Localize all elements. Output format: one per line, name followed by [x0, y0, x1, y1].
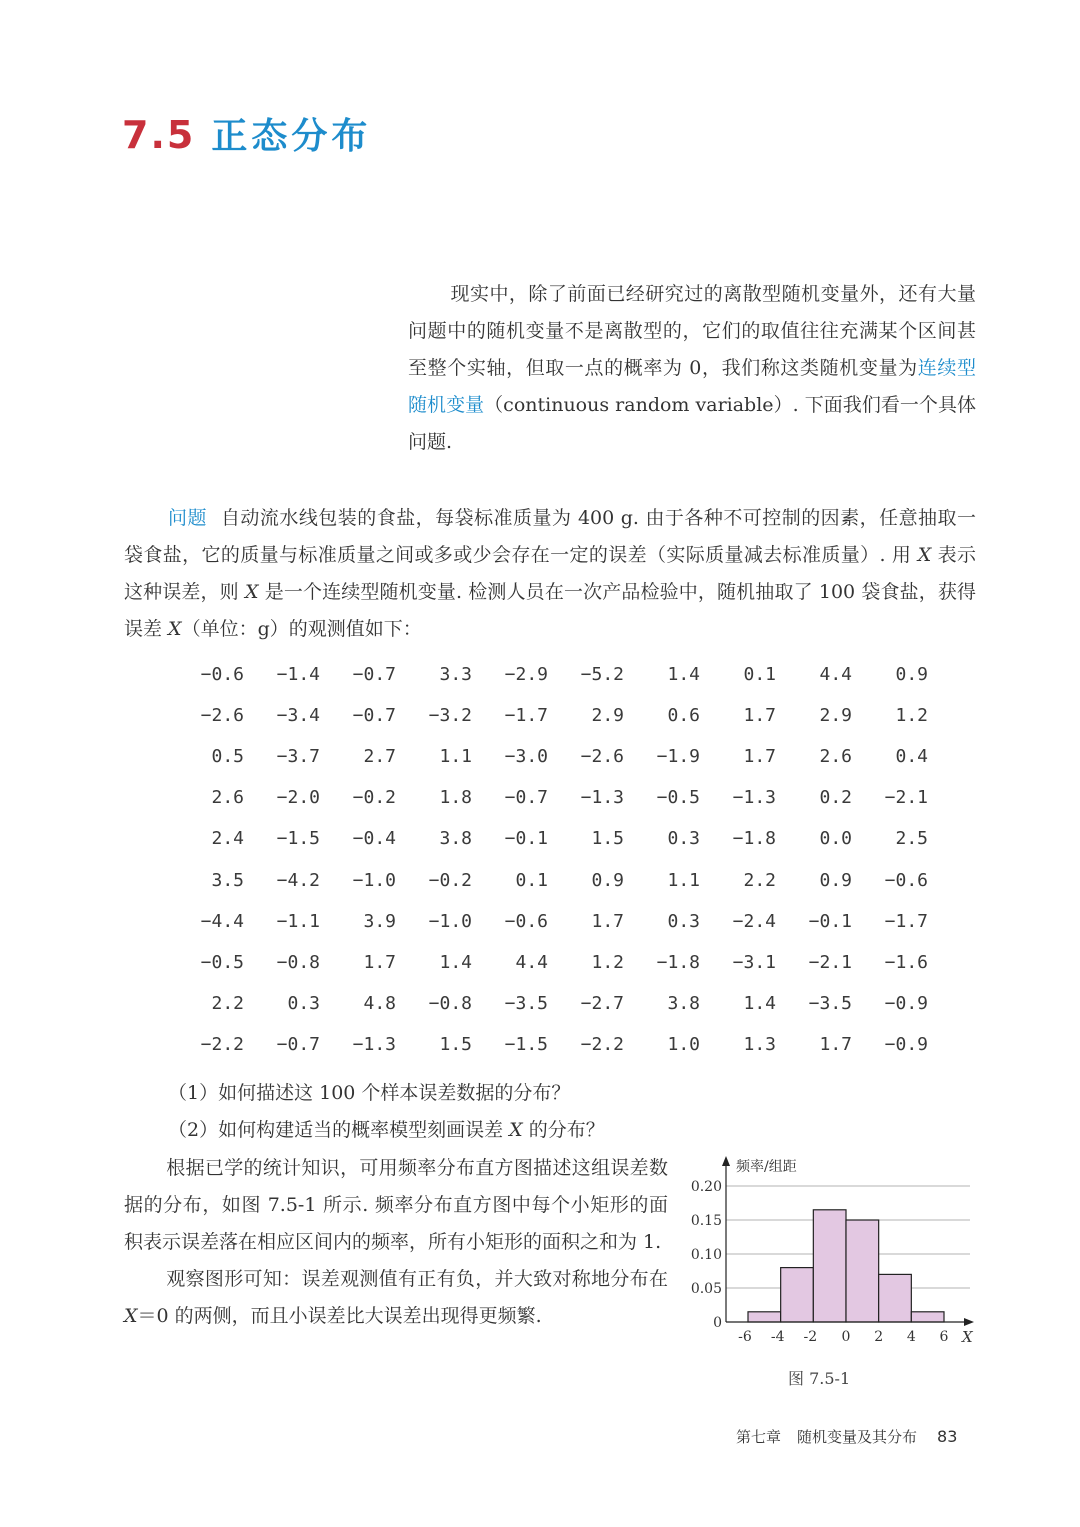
table-cell: −1.4 [276, 664, 320, 686]
table-cell: −1.3 [352, 1033, 396, 1055]
table-cell: −1.0 [428, 910, 472, 932]
table-cell: 2.5 [895, 828, 928, 850]
y-tick-label: 0 [713, 1315, 722, 1331]
table-cell: −1.3 [580, 787, 624, 809]
table-cell: 1.7 [363, 951, 396, 973]
table-cell: 3.5 [211, 869, 244, 891]
table-cell: 3.8 [667, 992, 700, 1014]
table-cell: 1.2 [895, 705, 928, 727]
table-row [168, 942, 928, 983]
footer-chapter: 第七章 [736, 1428, 782, 1446]
table-cell: 1.4 [743, 992, 776, 1014]
figure-caption: 图 7.5-1 [788, 1369, 851, 1388]
table-cell: −1.6 [884, 951, 928, 973]
table-cell: −3.7 [276, 746, 320, 768]
histogram-bar [781, 1268, 814, 1322]
table-cell: 0.9 [819, 869, 852, 891]
intro-text-after: （continuous random variable）. 下面我们看一个具体问题. [408, 394, 976, 453]
problem-text: 表示这种误差，则 [124, 544, 976, 603]
x-axis-label: X [962, 1328, 973, 1346]
y-tick-label: 0.10 [690, 1247, 722, 1263]
table-cell: 4.8 [363, 992, 396, 1014]
table-row [168, 736, 928, 777]
table-cell: −0.2 [428, 869, 472, 891]
table-cell: 1.3 [743, 1033, 776, 1055]
var-x: X [168, 618, 182, 640]
histogram-bar [846, 1220, 879, 1322]
problem-text: （单位：g）的观测值如下： [181, 618, 422, 640]
histogram-bar [879, 1274, 912, 1322]
table-cell: −2.4 [732, 910, 776, 932]
table-cell: 2.6 [211, 787, 244, 809]
table-row [168, 818, 928, 859]
table-cell: −0.4 [352, 828, 396, 850]
table-cell: −1.5 [504, 1033, 548, 1055]
x-tick-label: 0 [841, 1329, 851, 1345]
table-cell: −0.8 [428, 992, 472, 1014]
intro-text-before: 现实中，除了前面已经研究过的离散型随机变量外，还有大量问题中的随机变量不是离散型的，它们的取值往往充满某个区间甚至整个实轴，但取一点的概率为 0，我们称这类随机变量为 [408, 283, 976, 379]
table-cell: 0.9 [895, 664, 928, 686]
table-cell: −1.7 [504, 705, 548, 727]
table-cell: 1.7 [743, 705, 776, 727]
histogram-bar [748, 1312, 781, 1322]
table-cell: 0.6 [667, 705, 700, 727]
table-cell: −4.4 [200, 910, 244, 932]
table-cell: 0.3 [667, 828, 700, 850]
table-cell: 2.7 [363, 746, 396, 768]
table-cell: −3.2 [428, 705, 472, 727]
table-cell: −3.4 [276, 705, 320, 727]
table-cell: −0.1 [504, 828, 548, 850]
table-cell: −2.6 [200, 705, 244, 727]
table-cell: 0.3 [667, 910, 700, 932]
table-cell: 0.1 [515, 869, 548, 891]
table-cell: −4.2 [276, 869, 320, 891]
question-1: （1）如何描述这 100 个样本误差数据的分布？ [168, 1082, 571, 1104]
page-number: 83 [937, 1427, 958, 1446]
table-cell: −2.1 [808, 951, 852, 973]
table-cell: 1.8 [439, 787, 472, 809]
table-cell: 1.5 [439, 1033, 472, 1055]
table-cell: 1.2 [591, 951, 624, 973]
table-cell: −2.0 [276, 787, 320, 809]
frequency-histogram [680, 1150, 980, 1350]
table-cell: 0.3 [287, 992, 320, 1014]
table-cell: −0.6 [504, 910, 548, 932]
table-cell: −0.1 [808, 910, 852, 932]
table-cell: 3.8 [439, 828, 472, 850]
table-cell: 0.1 [743, 664, 776, 686]
table-cell: 1.7 [819, 1033, 852, 1055]
explanation-text: 根据已学的统计知识，可用频率分布直方图描述这组误差数据的分布，如图 7.5-1 所示. 频率分布直方图中每个小矩形的面积表示误差落在相应区间内的频率，所有小矩形的面积之和为 1. [124, 1157, 668, 1253]
table-cell: 1.7 [591, 910, 624, 932]
table-cell: 0.0 [819, 828, 852, 850]
section-number: 7.5 [122, 113, 196, 157]
question-text: （2）如何构建适当的概率模型刻画误差 [168, 1119, 510, 1141]
table-cell: −1.9 [656, 746, 700, 768]
x-tick-label: 6 [939, 1329, 949, 1345]
table-cell: −1.0 [352, 869, 396, 891]
x-tick-label: -2 [803, 1329, 818, 1345]
table-cell: −0.2 [352, 787, 396, 809]
histogram-bar [911, 1312, 944, 1322]
histogram-bar [813, 1210, 846, 1322]
table-cell: −0.9 [884, 1033, 928, 1055]
table-cell: 0.9 [591, 869, 624, 891]
table-cell: 1.4 [439, 951, 472, 973]
section-title [122, 108, 371, 159]
table-cell: 0.4 [895, 746, 928, 768]
table-cell: −3.0 [504, 746, 548, 768]
table-cell: −0.7 [352, 664, 396, 686]
table-row [168, 777, 928, 818]
page-footer [736, 1426, 957, 1447]
table-cell: −0.7 [276, 1033, 320, 1055]
x-tick-label: 4 [906, 1329, 916, 1345]
problem-paragraph [124, 500, 976, 648]
var-x: X [509, 1119, 523, 1141]
table-cell: 0.2 [819, 787, 852, 809]
intro-paragraph [408, 276, 976, 461]
problem-text: 是一个连续型随机变量. 检测人员在一次产品检验中，随机抽取了 100 袋食盐，获得误差 [124, 581, 977, 640]
problem-label: 问题 [168, 507, 207, 529]
table-cell: −2.1 [884, 787, 928, 809]
table-cell: 3.3 [439, 664, 472, 686]
table-cell: −0.5 [200, 951, 244, 973]
table-cell: 1.0 [667, 1033, 700, 1055]
explanation-paragraph [124, 1150, 668, 1335]
table-cell: −2.6 [580, 746, 624, 768]
table-cell: 2.4 [211, 828, 244, 850]
table-cell: −0.6 [200, 664, 244, 686]
explanation-text: ＝0 的两侧，而且小误差比大误差出现得更频繁. [137, 1305, 542, 1327]
table-cell: −1.8 [656, 951, 700, 973]
table-cell: 0.5 [211, 746, 244, 768]
table-cell: 1.7 [743, 746, 776, 768]
table-cell: 1.4 [667, 664, 700, 686]
table-cell: 2.6 [819, 746, 852, 768]
table-row [168, 695, 928, 736]
table-cell: −1.1 [276, 910, 320, 932]
table-cell: 2.2 [743, 869, 776, 891]
table-cell: −2.7 [580, 992, 624, 1014]
observation-table [168, 654, 928, 1065]
table-cell: 4.4 [515, 951, 548, 973]
table-cell: −0.7 [352, 705, 396, 727]
y-tick-label: 0.20 [690, 1179, 722, 1195]
table-cell: 1.1 [667, 869, 700, 891]
table-cell: 1.1 [439, 746, 472, 768]
table-row [168, 654, 928, 695]
var-x: X [245, 581, 259, 603]
table-cell: −0.8 [276, 951, 320, 973]
table-cell: −2.9 [504, 664, 548, 686]
table-cell: −5.2 [580, 664, 624, 686]
y-tick-label: 0.15 [690, 1213, 722, 1229]
table-cell: 2.2 [211, 992, 244, 1014]
table-row [168, 901, 928, 942]
table-cell: −3.1 [732, 951, 776, 973]
footer-chapter-title: 随机变量及其分布 [797, 1428, 918, 1446]
table-cell: 2.9 [819, 705, 852, 727]
y-axis-arrow-icon [722, 1156, 730, 1166]
table-cell: −2.2 [200, 1033, 244, 1055]
table-row [168, 1024, 928, 1065]
table-row [168, 859, 928, 900]
var-x: X [124, 1305, 138, 1327]
table-cell: −0.5 [656, 787, 700, 809]
x-axis-arrow-icon [964, 1318, 974, 1326]
problem-text: 自动流水线包装的食盐，每袋标准质量为 400 g. 由于各种不可控制的因素，任意抽取一袋食盐，它的质量与标准质量之间或多或少会存在一定的误差（实际质量减去标准质量）. 用 [124, 507, 976, 566]
table-cell: 4.4 [819, 664, 852, 686]
x-tick-label: -6 [738, 1329, 752, 1345]
table-cell: 1.5 [591, 828, 624, 850]
table-cell: −3.5 [808, 992, 852, 1014]
term-continuous-random-variable: 连续型随机变量 [408, 357, 976, 416]
section-heading: 正态分布 [211, 116, 372, 157]
table-row [168, 983, 928, 1024]
var-x: X [917, 544, 932, 566]
table-cell: −3.5 [504, 992, 548, 1014]
table-cell: −1.7 [884, 910, 928, 932]
y-tick-label: 0.05 [690, 1281, 722, 1297]
table-cell: −0.7 [504, 787, 548, 809]
table-cell: 3.9 [363, 910, 396, 932]
table-cell: −1.8 [732, 828, 776, 850]
table-cell: −0.9 [884, 992, 928, 1014]
x-tick-label: 2 [874, 1329, 884, 1345]
table-cell: −2.2 [580, 1033, 624, 1055]
table-cell: 2.9 [591, 705, 624, 727]
question-text: 的分布？ [522, 1119, 605, 1141]
y-axis-label: 频率/组距 [736, 1159, 797, 1175]
table-cell: −1.5 [276, 828, 320, 850]
table-cell: −0.6 [884, 869, 928, 891]
question-2 [168, 1115, 605, 1142]
table-cell: −1.3 [732, 787, 776, 809]
x-tick-label: -4 [770, 1329, 785, 1345]
explanation-text: 观察图形可知：误差观测值有正有负，并大致对称地分布在 [166, 1268, 668, 1290]
